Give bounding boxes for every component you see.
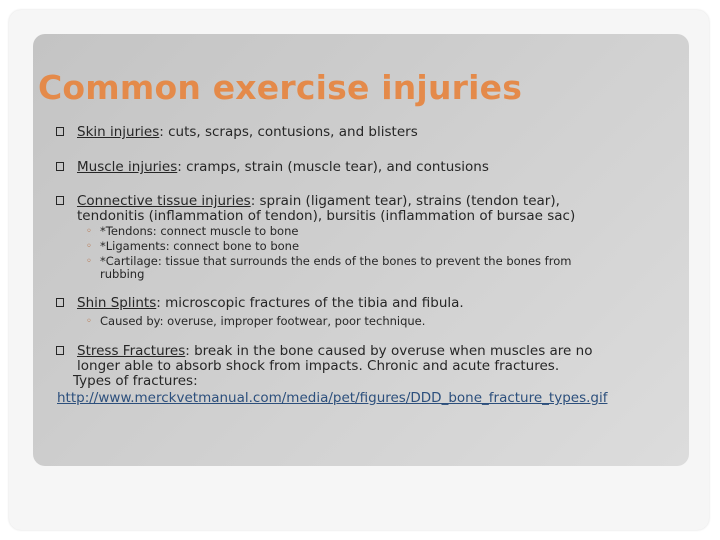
- bullet-term: Skin injuries: [77, 124, 160, 140]
- bullet-description: : cuts, scraps, contusions, and blisters: [159, 124, 418, 140]
- bullet-description: : sprain (ligament tear), strains (tendon tear),: [250, 193, 560, 209]
- bullet-description: : cramps, strain (muscle tear), and contusions: [177, 159, 489, 175]
- bullet-text: [77, 160, 677, 175]
- bullet-text: [73, 343, 677, 389]
- bullet-term: Connective tissue injuries: [77, 193, 251, 209]
- square-bullet-icon: [56, 162, 64, 171]
- fracture-types-link[interactable]: http://www.merckvetmanual.com/media/pet/figures/DDD_bone_fracture_types.gif: [57, 390, 608, 406]
- bullet-description-line3: Types of fractures:: [73, 373, 198, 389]
- bullet-text: [77, 125, 677, 140]
- bullet-term: Muscle injuries: [77, 159, 178, 175]
- bullet-description-line2: tendonitis (inflammation of tendon), bursitis (inflammation of bursae sac): [77, 208, 576, 224]
- bullet-description: : microscopic fractures of the tibia and fibula.: [156, 295, 464, 311]
- square-bullet-icon: [56, 346, 64, 355]
- square-bullet-icon: [56, 127, 64, 136]
- circle-bullet-icon: ◦: [86, 226, 92, 237]
- circle-bullet-icon: ◦: [86, 316, 92, 327]
- bullet-description-line2: longer able to absorb shock from impacts. Chronic and acute fractures.: [77, 358, 560, 374]
- bullet-text: [77, 194, 677, 224]
- bullet-term: Shin Splints: [77, 295, 157, 311]
- circle-bullet-icon: ◦: [86, 241, 92, 252]
- slide-title: Common exercise injuries: [38, 68, 523, 107]
- square-bullet-icon: [56, 298, 64, 307]
- bullet-term: Stress Fractures: [77, 343, 186, 359]
- square-bullet-icon: [56, 196, 64, 205]
- bullet-text: [77, 296, 677, 311]
- bullet-description: : break in the bone caused by overuse when muscles are no: [185, 343, 593, 359]
- circle-bullet-icon: ◦: [86, 256, 92, 267]
